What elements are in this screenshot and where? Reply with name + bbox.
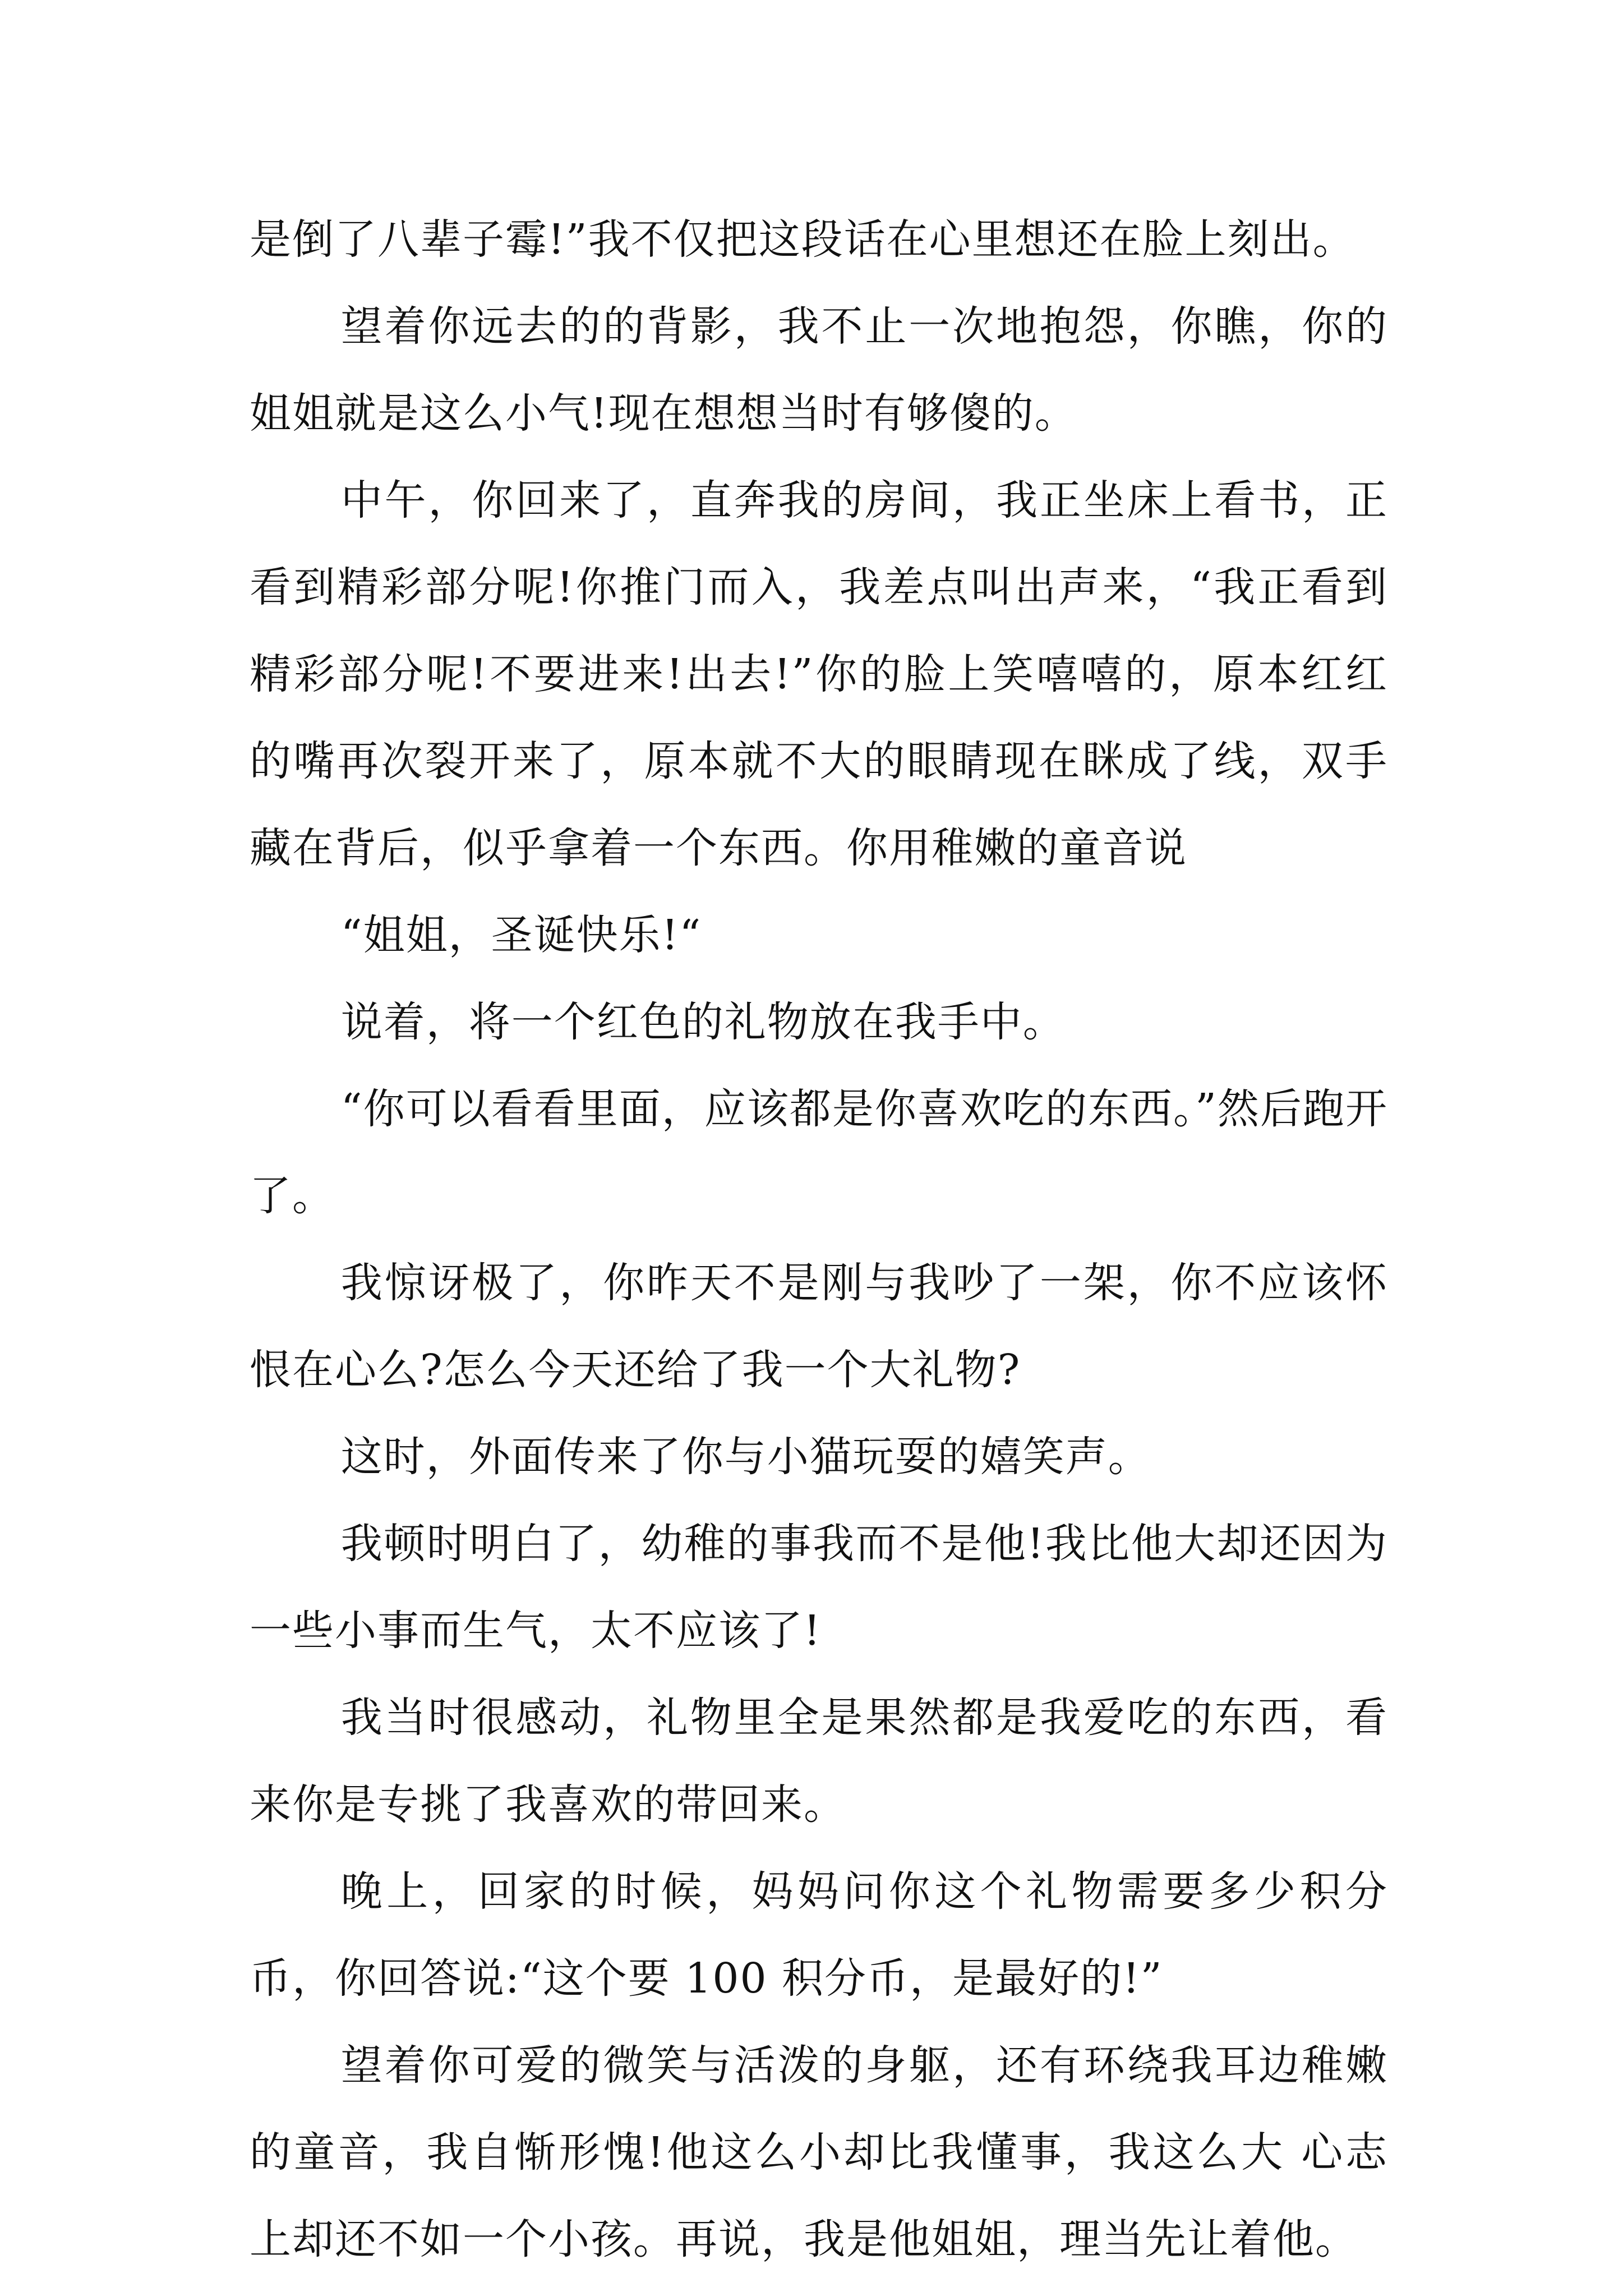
document-body [250, 196, 1388, 2283]
paragraph: 我惊讶极了，你昨天不是刚与我吵了一架，你不应该怀恨在心么?怎么今天还给了我一个大礼物? [250, 1259, 1388, 1394]
paragraph: 我当时很感动，礼物里全是果然都是我爱吃的东西，看来你是专挑了我喜欢的带回来。 [250, 1694, 1388, 1829]
paragraph: 晚上，回家的时候，妈妈问你这个礼物需要多少积分币，你回答说:“这个要 100 积分币，是最好的!” [250, 1867, 1388, 2003]
paragraph: 这时，外面传来了你与小猫玩耍的嬉笑声。 [340, 1433, 1151, 1481]
paragraph: “姐姐，圣诞快乐!“ [340, 911, 702, 959]
paragraph: 望着你远去的的背影，我不止一次地抱怨，你瞧，你的姐姐就是这么小气!现在想想当时有够傻的。 [250, 302, 1388, 438]
paragraph: 中午，你回来了，直奔我的房间，我正坐床上看书，正看到精彩部分呢!你推门而入，我差点叫出声来，“我正看到精彩部分呢!不要进来!出去!”你的脸上笑嘻嘻的，原本红红的嘴再次裂开来了，原本就不大的眼睛现在眯成了线，双手藏在背后，似乎拿着一个东西。你用稚嫩的童音说 [250, 476, 1388, 872]
paragraph: 望着你可爱的微笑与活泼的身躯，还有环绕我耳边稚嫩的童音，我自惭形愧!他这么小却比我懂事，我这么大 心志上却还不如一个小孩。再说，我是他姐姐，理当先让着他。 [250, 2041, 1388, 2263]
paragraph: 我顿时明白了，幼稚的事我而不是他!我比他大却还因为一些小事而生气，太不应该了! [250, 1520, 1388, 1655]
paragraph: 是倒了八辈子霉!”我不仅把这段话在心里想还在脸上刻出。 [250, 215, 1355, 264]
paragraph: “你可以看看里面，应该都是你喜欢吃的东西。”然后跑开了。 [250, 1085, 1388, 1220]
paragraph: 说着，将一个红色的礼物放在我手中。 [340, 998, 1066, 1046]
